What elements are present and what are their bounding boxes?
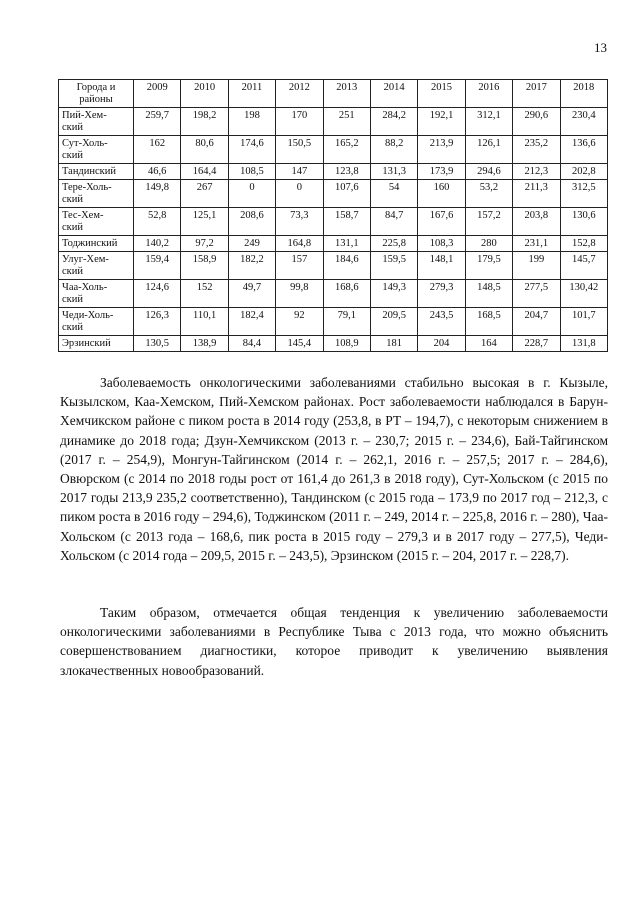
value-cell: 0 [276,180,323,208]
value-cell: 162 [134,136,181,164]
value-cell: 208,6 [228,208,275,236]
value-cell: 280 [465,236,512,252]
value-cell: 124,6 [134,280,181,308]
table-body [59,108,608,352]
value-cell: 53,2 [465,180,512,208]
value-cell: 312,1 [465,108,512,136]
value-cell: 108,9 [323,336,370,352]
value-cell: 267 [181,180,228,208]
value-cell: 148,5 [465,280,512,308]
header-cell-year: 2014 [370,80,417,108]
value-cell: 203,8 [513,208,560,236]
value-cell: 212,3 [513,164,560,180]
value-cell: 126,1 [465,136,512,164]
value-cell: 159,4 [134,252,181,280]
value-cell: 228,7 [513,336,560,352]
value-cell: 158,7 [323,208,370,236]
table-row [59,164,608,180]
value-cell: 152,8 [560,236,607,252]
table-row [59,308,608,336]
value-cell: 110,1 [181,308,228,336]
value-cell: 231,1 [513,236,560,252]
value-cell: 150,5 [276,136,323,164]
value-cell: 198,2 [181,108,228,136]
value-cell: 152 [181,280,228,308]
paragraph-text: Заболеваемость онкологическими заболеваниями стабильно высокая в г. Кызыле, Кызылском, Каа-Хемском, Пий-Хемском районах. Рост заболеваемости наблюдался в Барун-Хемчикском районе с пиком роста в 2014 году (253,8, в РТ – 194,7), с некоторым снижением в динамике до 2018 года; Дзун-Хемчикском (2013 г. – 230,7; 2015 г. – 234,6), Бай-Тайгинском (2017 г. – 254,9), Монгун-Тайгинском (2014 г. – 262,1, 2016 г. – 257,5; 2017 г. – 284,6), Овюрском (с 2014 по 2018 годы рост от 161,4 до 261,3 в 2018 году), Сут-Хольском (с 2015 по 2017 годы 213,9 235,2 соответственно), Тандинском (с 2015 года – 173,9 по 2017 год – 212,3, с пиком роста в 2016 году – 294,6), Тоджинском (2011 г. – 249, 2014 г. – 225,8, 2016 г. – 280), Чаа-Хольском (с 2013 года – 168,6, пик роста в 2015 году – 279,3 и в 2017 году – 277,5), Чеди-Хольском (с 2014 года – 209,5, 2015 г. – 243,5), Эрзинском (2015 г. – 204, 2017 г. – 228,7). [60,375,608,563]
value-cell: 130,42 [560,280,607,308]
body-paragraph-1 [60,373,608,565]
district-name-cell: Чеди-Холь- ский [59,308,134,336]
value-cell: 157,2 [465,208,512,236]
value-cell: 259,7 [134,108,181,136]
value-cell: 149,3 [370,280,417,308]
value-cell: 158,9 [181,252,228,280]
paragraph-text: Таким образом, отмечается общая тенденция к увеличению заболеваемости онкологическими заболеваниями в Республике Тыва с 2013 года, что можно объяснить совершенствованием диагностики, которое приводит к увеличению выявления злокачественных новообразований. [60,605,608,678]
value-cell: 131,3 [370,164,417,180]
district-name-cell: Тандинский [59,164,134,180]
value-cell: 182,2 [228,252,275,280]
value-cell: 131,1 [323,236,370,252]
table-row [59,236,608,252]
value-cell: 167,6 [418,208,465,236]
value-cell: 54 [370,180,417,208]
district-name-cell: Эрзинский [59,336,134,352]
district-name-cell: Тере-Холь- ский [59,180,134,208]
value-cell: 130,6 [560,208,607,236]
table-row [59,208,608,236]
value-cell: 213,9 [418,136,465,164]
value-cell: 108,5 [228,164,275,180]
value-cell: 92 [276,308,323,336]
value-cell: 182,4 [228,308,275,336]
value-cell: 204,7 [513,308,560,336]
value-cell: 294,6 [465,164,512,180]
value-cell: 164,4 [181,164,228,180]
value-cell: 149,8 [134,180,181,208]
value-cell: 211,3 [513,180,560,208]
value-cell: 192,1 [418,108,465,136]
header-cell-year: 2009 [134,80,181,108]
value-cell: 52,8 [134,208,181,236]
value-cell: 136,6 [560,136,607,164]
value-cell: 145,4 [276,336,323,352]
value-cell: 99,8 [276,280,323,308]
value-cell: 198 [228,108,275,136]
district-name-cell: Улуг-Хем- ский [59,252,134,280]
value-cell: 130,5 [134,336,181,352]
value-cell: 49,7 [228,280,275,308]
table-row [59,252,608,280]
value-cell: 164,8 [276,236,323,252]
value-cell: 209,5 [370,308,417,336]
value-cell: 101,7 [560,308,607,336]
value-cell: 123,8 [323,164,370,180]
header-cell-year: 2012 [276,80,323,108]
table-row [59,136,608,164]
value-cell: 277,5 [513,280,560,308]
value-cell: 131,8 [560,336,607,352]
value-cell: 279,3 [418,280,465,308]
value-cell: 181 [370,336,417,352]
header-cell-year: 2016 [465,80,512,108]
district-name-cell: Тоджинский [59,236,134,252]
value-cell: 97,2 [181,236,228,252]
value-cell: 160 [418,180,465,208]
header-cell-district: Города и районы [59,80,134,108]
value-cell: 202,8 [560,164,607,180]
incidence-table [58,79,608,352]
value-cell: 165,2 [323,136,370,164]
table-header-row [59,80,608,108]
table-row [59,336,608,352]
value-cell: 46,6 [134,164,181,180]
value-cell: 230,4 [560,108,607,136]
header-cell-year: 2013 [323,80,370,108]
value-cell: 84,7 [370,208,417,236]
table-row [59,280,608,308]
value-cell: 243,5 [418,308,465,336]
value-cell: 179,5 [465,252,512,280]
value-cell: 312,5 [560,180,607,208]
value-cell: 290,6 [513,108,560,136]
value-cell: 126,3 [134,308,181,336]
value-cell: 73,3 [276,208,323,236]
district-name-cell: Чаа-Холь- ский [59,280,134,308]
page-number: 13 [594,40,607,55]
header-cell-year: 2010 [181,80,228,108]
value-cell: 159,5 [370,252,417,280]
value-cell: 249 [228,236,275,252]
value-cell: 79,1 [323,308,370,336]
district-name-cell: Пий-Хем- ский [59,108,134,136]
value-cell: 145,7 [560,252,607,280]
value-cell: 138,9 [181,336,228,352]
value-cell: 140,2 [134,236,181,252]
value-cell: 108,3 [418,236,465,252]
value-cell: 170 [276,108,323,136]
body-paragraph-2 [60,603,608,680]
header-cell-year: 2017 [513,80,560,108]
value-cell: 168,5 [465,308,512,336]
value-cell: 0 [228,180,275,208]
value-cell: 199 [513,252,560,280]
table-row [59,108,608,136]
value-cell: 125,1 [181,208,228,236]
value-cell: 80,6 [181,136,228,164]
value-cell: 168,6 [323,280,370,308]
header-cell-year: 2018 [560,80,607,108]
value-cell: 173,9 [418,164,465,180]
value-cell: 174,6 [228,136,275,164]
value-cell: 235,2 [513,136,560,164]
value-cell: 204 [418,336,465,352]
value-cell: 184,6 [323,252,370,280]
district-name-cell: Сут-Холь- ский [59,136,134,164]
header-cell-year: 2011 [228,80,275,108]
value-cell: 148,1 [418,252,465,280]
value-cell: 157 [276,252,323,280]
value-cell: 147 [276,164,323,180]
table-row [59,180,608,208]
district-name-cell: Тес-Хем- ский [59,208,134,236]
header-cell-year: 2015 [418,80,465,108]
value-cell: 84,4 [228,336,275,352]
value-cell: 225,8 [370,236,417,252]
value-cell: 251 [323,108,370,136]
value-cell: 88,2 [370,136,417,164]
value-cell: 164 [465,336,512,352]
value-cell: 107,6 [323,180,370,208]
value-cell: 284,2 [370,108,417,136]
